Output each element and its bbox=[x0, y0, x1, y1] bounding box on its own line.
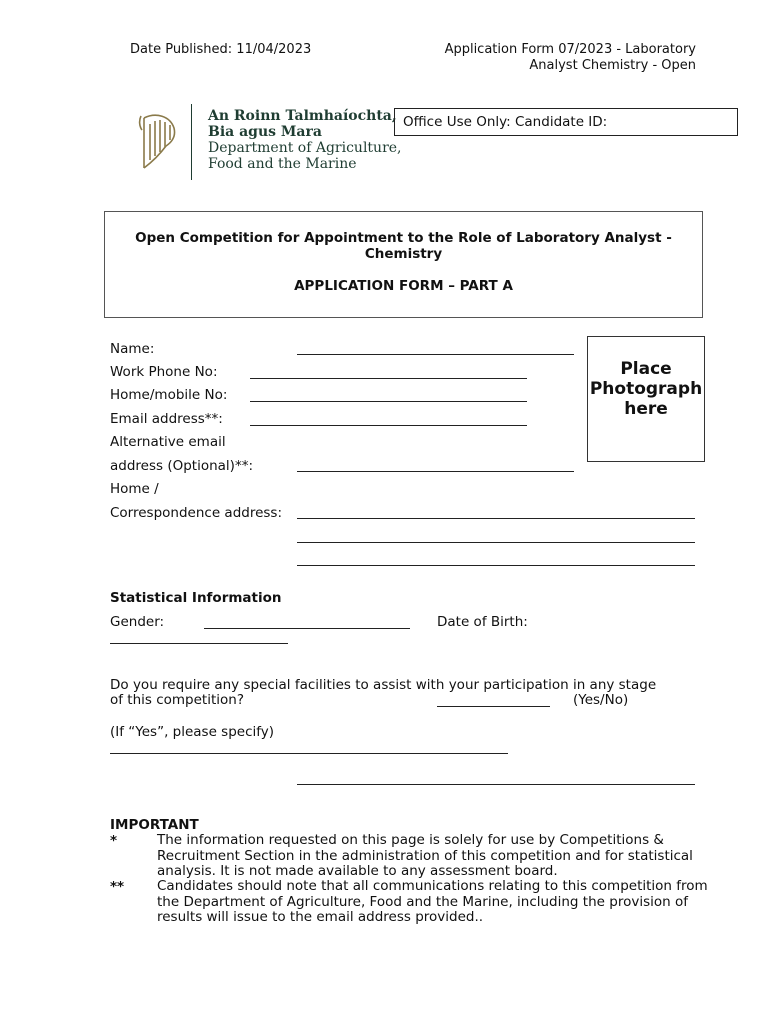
alt-email-label-1: Alternative email bbox=[110, 434, 226, 450]
facilities-question-1: Do you require any special facilities to assist with your participation in any stage bbox=[110, 677, 657, 693]
logo-line-english-2: Food and the Marine bbox=[208, 156, 357, 172]
important-heading: IMPORTANT bbox=[110, 817, 199, 833]
name-field[interactable] bbox=[297, 354, 574, 355]
home-address-label-2: Correspondence address: bbox=[110, 505, 283, 521]
home-address-label-1: Home / bbox=[110, 481, 159, 497]
address-field-line-2[interactable] bbox=[297, 542, 695, 543]
work-phone-label: Work Phone No: bbox=[110, 364, 218, 380]
date-published: Date Published: 11/04/2023 bbox=[130, 42, 312, 57]
title-box bbox=[104, 211, 703, 318]
yes-no-label: (Yes/No) bbox=[573, 692, 629, 708]
alt-email-field[interactable] bbox=[297, 471, 574, 472]
statistical-heading: Statistical Information bbox=[110, 590, 282, 606]
note-mark-1: * bbox=[110, 833, 118, 849]
form-reference-line2: Analyst Chemistry - Open bbox=[529, 58, 696, 73]
work-phone-field[interactable] bbox=[250, 378, 527, 379]
specify-field-line-2[interactable] bbox=[297, 784, 695, 785]
alt-email-label-2: address (Optional)**: bbox=[110, 458, 253, 474]
specify-field-line-1[interactable] bbox=[110, 753, 508, 754]
home-mobile-field[interactable] bbox=[250, 401, 527, 402]
photo-box[interactable]: Place Photograph here bbox=[587, 336, 705, 462]
note-text-1: The information requested on this page is solely for use by Competitions & Recruitment Section in the administration of this competition and for statistical analysis. It is not made available to any assessment board. bbox=[157, 832, 693, 879]
gender-label: Gender: bbox=[110, 614, 165, 630]
form-reference bbox=[396, 42, 696, 74]
logo-divider bbox=[191, 104, 192, 180]
address-field-line-3[interactable] bbox=[297, 565, 695, 566]
email-field[interactable] bbox=[250, 425, 527, 426]
logo-line-irish-1: An Roinn Talmhaíochta, bbox=[208, 108, 397, 124]
specify-label: (If “Yes”, please specify) bbox=[110, 724, 275, 740]
facilities-question-2: of this competition? bbox=[110, 692, 245, 708]
name-label: Name: bbox=[110, 341, 155, 357]
logo-line-irish-2: Bia agus Mara bbox=[208, 124, 322, 140]
office-use-box[interactable]: Office Use Only: Candidate ID: bbox=[394, 108, 738, 136]
harp-icon bbox=[136, 110, 182, 176]
form-reference-line1: Application Form 07/2023 - Laboratory bbox=[444, 42, 696, 57]
logo-line-english-1: Department of Agriculture, bbox=[208, 140, 402, 156]
email-label: Email address**: bbox=[110, 411, 223, 427]
logo-wordmark bbox=[208, 108, 402, 172]
gender-field[interactable] bbox=[204, 628, 410, 629]
note-mark-2: ** bbox=[110, 879, 125, 895]
dob-label: Date of Birth: bbox=[437, 614, 528, 630]
department-logo bbox=[132, 104, 412, 182]
note-text-2: Candidates should note that all communications relating to this competition from the Department of Agriculture, Food and the Marine, including the provision of results will issue to the email address provided.. bbox=[157, 878, 708, 925]
yes-no-field[interactable] bbox=[437, 706, 550, 707]
form-part-title: APPLICATION FORM – PART A bbox=[294, 278, 513, 294]
dob-field[interactable] bbox=[110, 643, 288, 644]
home-mobile-label: Home/mobile No: bbox=[110, 387, 228, 403]
address-field-line-1[interactable] bbox=[297, 518, 695, 519]
competition-title: Open Competition for Appointment to the Role of Laboratory Analyst - Chemistry bbox=[135, 230, 672, 262]
